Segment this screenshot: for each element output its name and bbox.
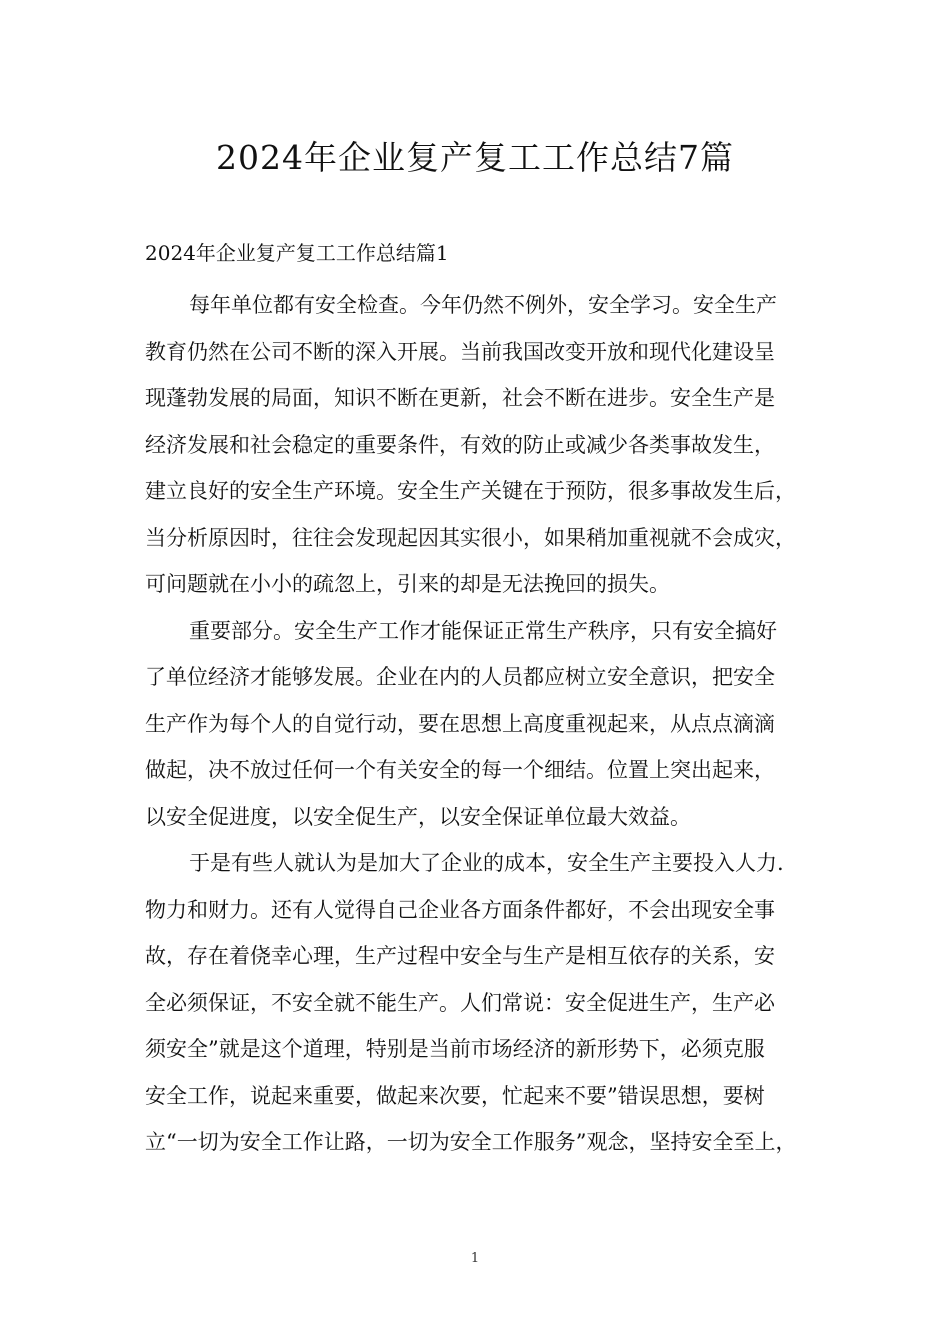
text-line: 每年单位都有安全检查。今年仍然不例外，安全学习。安全生产	[189, 293, 777, 317]
paragraph-3	[145, 840, 815, 1166]
text-line: 故，存在着侥幸心理，生产过程中安全与生产是相互依存的关系，安	[145, 944, 775, 968]
text-line: 重要部分。安全生产工作才能保证正常生产秩序，只有安全搞好	[189, 618, 777, 643]
text-line: 了单位经济才能够发展。企业在内的人员都应树立安全意识，把安全	[145, 665, 775, 689]
page-number: 1	[470, 1251, 480, 1266]
text-line: 教育仍然在公司不断的深入开展。当前我国改变开放和现代化建设呈	[145, 339, 775, 364]
text-line: 经济发展和社会稳定的重要条件，有效的防止或减少各类事故发生，	[145, 432, 775, 457]
text-line: 现蓬勃发展的局面，知识不断在更新，社会不断在进步。安全生产是	[145, 386, 775, 410]
text-line: 当分析原因时，往往会发现起因其实很小，如果稍加重视就不会成灾，	[145, 525, 796, 550]
text-line: 须安全”就是这个道理，特别是当前市场经济的新形势下，必须克服	[145, 1037, 765, 1061]
text-line: 于是有些人就认为是加大了企业的成本，安全生产主要投入人力.	[189, 851, 784, 875]
text-line: 做起，决不放过任何一个有关安全的每一个细结。位置上突出起来，	[145, 758, 775, 782]
text-line: 可问题就在小小的疏忽上，引来的却是无法挽回的损失。	[145, 572, 670, 596]
section-heading: 2024年企业复产复工工作总结篇1	[145, 241, 449, 265]
text-line: 生产作为每个人的自觉行动，要在思想上高度重视起来，从点点滴滴	[145, 711, 775, 736]
text-line: 物力和财力。还有人觉得自己企业各方面条件都好，不会出现安全事	[145, 897, 775, 922]
text-line: 立“一切为安全工作让路，一切为安全工作服务”观念，坚持安全至上，	[145, 1130, 797, 1154]
text-line: 安全工作，说起来重要，做起来次要，忙起来不要”错误思想，要树	[145, 1083, 765, 1108]
paragraph-1	[145, 282, 815, 608]
document-title: 2024年企业复产复工工作总结7篇	[216, 138, 734, 177]
text-line: 建立良好的安全生产环境。安全生产关键在于预防，很多事故发生后，	[145, 479, 796, 503]
text-line: 以安全促进度，以安全促生产，以安全保证单位最大效益。	[145, 804, 691, 829]
document-body	[145, 282, 815, 1166]
paragraph-2	[145, 608, 815, 841]
text-line: 全必须保证，不安全就不能生产。人们常说：安全促进生产，生产必	[145, 990, 775, 1015]
